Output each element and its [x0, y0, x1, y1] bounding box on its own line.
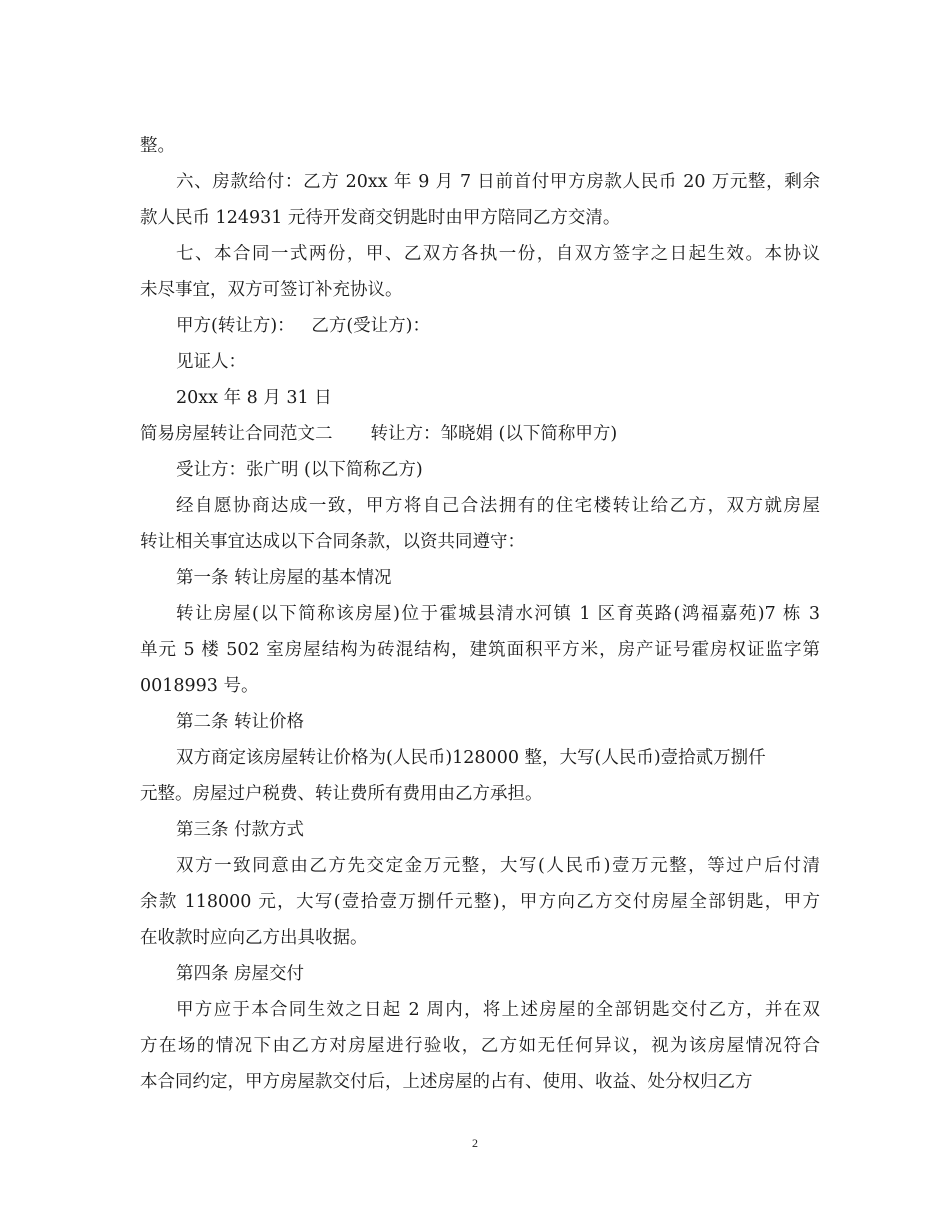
section-title: 简易房屋转让合同范文二	[140, 424, 333, 444]
text-line: 甲方应于本合同生效之日起 2 周内，将上述房屋的全部钥匙交付乙方，并在双	[176, 1000, 820, 1020]
document-body	[140, 128, 820, 1100]
signature-line: 甲方(转让方)： 乙方(受让方)：	[176, 316, 430, 336]
text-line: 转让房屋(以下简称该房屋)位于霍城县清水河镇 1 区育英路(鸿福嘉苑)7 栋 3	[176, 604, 820, 624]
text-line: 单元 5 楼 502 室房屋结构为砖混结构，建筑面积平方米，房产证号霍房权证监字第	[140, 640, 820, 660]
section-heading-row	[140, 416, 820, 452]
text-line: 余款 118000 元，大写(壹拾壹万捌仟元整)，甲方向乙方交付房屋全部钥匙，甲方	[140, 892, 820, 912]
text-line: 双方一致同意由乙方先交定金万元整，大写(人民币)壹万元整，等过户后付清	[176, 856, 820, 876]
text-line: 六、房款给付：乙方 20xx 年 9 月 7 日前首付甲方房款人民币 20 万元整，剩余	[176, 172, 820, 192]
text-line: 本合同约定，甲方房屋款交付后，上述房屋的占有、使用、收益、处分权归乙方	[140, 1072, 753, 1092]
text-line: 0018993 号。	[140, 676, 259, 696]
text-line: 款人民币 124931 元待开发商交钥匙时由甲方陪同乙方交清。	[140, 208, 621, 228]
article-heading: 第一条 转让房屋的基本情况	[176, 568, 392, 588]
transferee-line: 受让方：张广明 (以下简称乙方)	[176, 460, 423, 480]
text-line: 在收款时应向乙方出具收据。	[140, 928, 368, 948]
text-line: 整。	[140, 136, 175, 156]
text-line: 元整。房屋过户税费、转让费所有费用由乙方承担。	[140, 784, 543, 804]
article-heading: 第四条 房屋交付	[176, 964, 305, 984]
article-heading: 第三条 付款方式	[176, 820, 305, 840]
text-line: 双方商定该房屋转让价格为(人民币)128000 整，大写(人民币)壹拾贰万捌仟	[176, 748, 766, 768]
page-number: 2	[472, 1136, 478, 1150]
text-line: 经自愿协商达成一致，甲方将自己合法拥有的住宅楼转让给乙方，双方就房屋	[176, 496, 820, 516]
text-line: 七、本合同一式两份，甲、乙双方各执一份，自双方签字之日起生效。本协议	[176, 244, 820, 264]
witness-line: 见证人：	[176, 352, 246, 372]
text-line: 方在场的情况下由乙方对房屋进行验收，乙方如无任何异议，视为该房屋情况符合	[140, 1036, 820, 1056]
text-line: 转让相关事宜达成以下合同条款，以资共同遵守：	[140, 532, 525, 552]
transferor-line: 转让方：邹晓娟 (以下简称甲方)	[370, 424, 618, 444]
text-line: 未尽事宜，双方可签订补充协议。	[140, 280, 403, 300]
article-heading: 第二条 转让价格	[176, 712, 305, 732]
date-line: 20xx 年 8 月 31 日	[176, 388, 332, 408]
